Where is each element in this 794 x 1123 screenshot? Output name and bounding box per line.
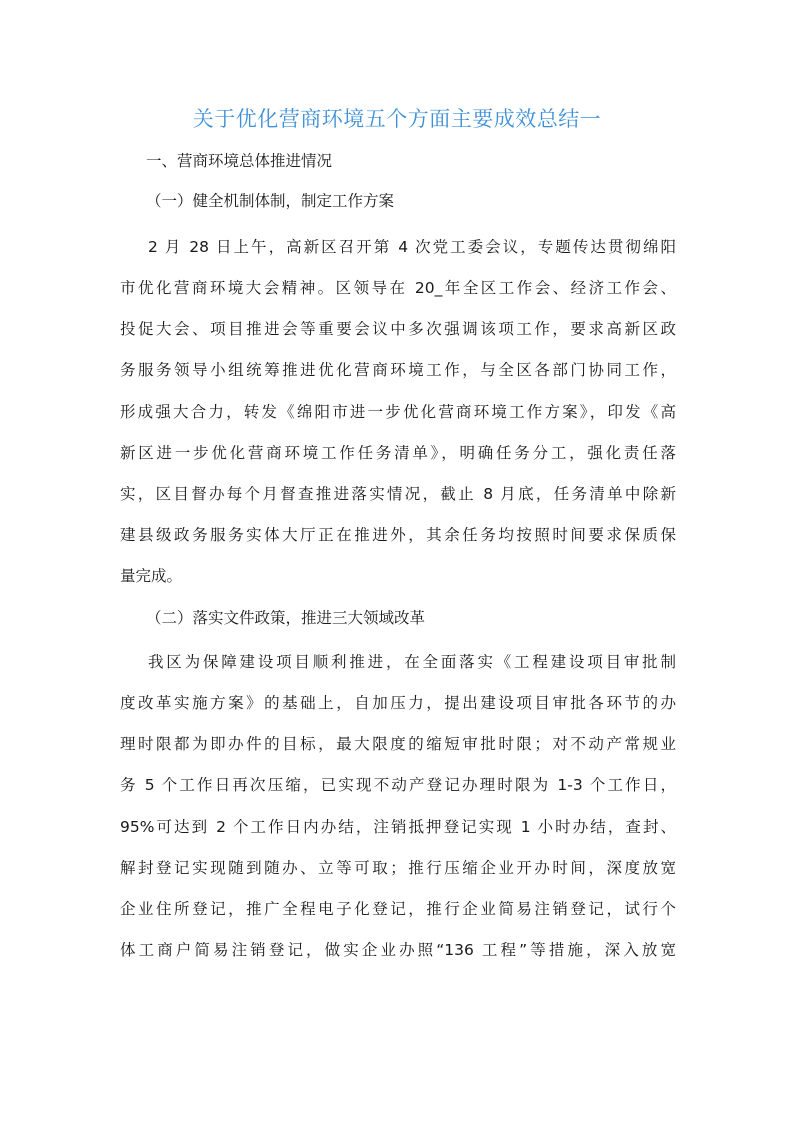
paragraph-line: 体工商户简易注销登记，做实企业办照“136 工程”等措施，深入放宽 [120,941,676,959]
paragraph-line: 建县级政务服务实体大厅正在推进外，其余任务均按照时间要求保质保 [120,526,676,544]
paragraph-line: 理时限都为即办件的目标，最大限度的缩短审批时限；对不动产常规业 [120,735,676,753]
paragraph-line: 市优化营商环境大会精神。区领导在 20_年全区工作会、经济工作会、 [120,279,676,297]
paragraph-line: 实，区目督办每个月督查推进落实情况，截止 8 月底，任务清单中除新 [120,485,676,503]
subsection-heading-mechanism: （一）健全机制体制，制定工作方案 [146,192,395,210]
paragraph-line: 解封登记实现随到随办、立等可取；推行压缩企业开办时间，深度放宽 [120,859,676,877]
paragraph-line: 我区为保障建设项目顺利推进，在全面落实《工程建设项目审批制 [148,653,676,671]
paragraph-line: 投促大会、项目推进会等重要会议中多次强调该项工作，要求高新区政 [120,320,676,338]
paragraph-line: 新区进一步优化营商环境工作任务清单》，明确任务分工，强化责任落 [120,444,676,462]
section-heading-overall: 一、营商环境总体推进情况 [146,152,333,170]
document-title: 关于优化营商环境五个方面主要成效总结一 [192,107,602,131]
paragraph-line: 企业住所登记，推广全程电子化登记，推行企业简易注销登记，试行个 [120,900,676,918]
subsection-heading-reform: （二）落实文件政策，推进三大领域改革 [146,609,426,627]
paragraph-line: 务 5 个工作日再次压缩，已实现不动产登记办理时限为 1-3 个工作日， [120,776,676,794]
paragraph-line: 形成强大合力，转发《绵阳市进一步优化营商环境工作方案》，印发《高 [120,403,676,421]
paragraph-line: 2 月 28 日上午，高新区召开第 4 次党工委会议，专题传达贯彻绵阳 [148,238,676,256]
paragraph-line: 95%可达到 2 个工作日内办结，注销抵押登记实现 1 小时办结，查封、 [120,818,676,836]
paragraph-line: 量完成。 [120,567,183,585]
paragraph-line: 度改革实施方案》的基础上，自加压力，提出建设项目审批各环节的办 [120,694,676,712]
paragraph-line: 务服务领导小组统筹推进优化营商环境工作，与全区各部门协同工作， [120,361,676,379]
